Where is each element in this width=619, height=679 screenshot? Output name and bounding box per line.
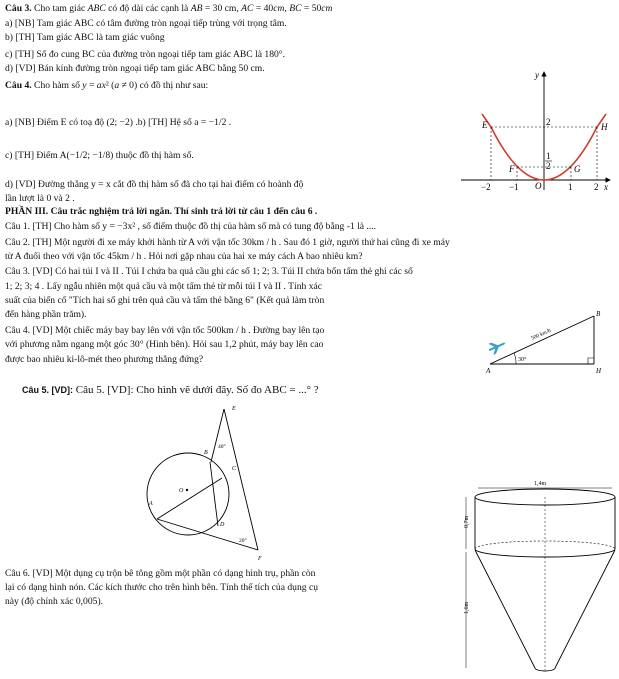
- p2-question: Câu 2. [TH] Một người đi xe máy khởi hành từ A với vận tốc 30km / h . Sau đó 1 giờ, người thứ hai cũng đi xe máy: [5, 237, 450, 248]
- width-label: 1,4m: [534, 481, 547, 487]
- q3-stem: Câu 3. Cho tam giác ABC có độ dài các cạnh là AB = 30 cm, AC = 40cm, BC = 50cm: [5, 3, 333, 14]
- label-O: O: [179, 488, 184, 494]
- q4-statement-d: d) [VD] Đường thẳng y = x cắt đồ thị hàm số đã cho tại hai điểm có hoành độ: [5, 179, 304, 190]
- q4-statement-a: a) [NB] Điểm E có toạ độ (2; −2) .b) [TH] Hệ số a = −1/2 .: [5, 117, 232, 128]
- p2-question-cont: từ A đuổi theo với vận tốc 45km / h . Hỏi nơi gặp nhau của hai xe máy cách A bao nhiêu km?: [5, 251, 363, 262]
- q4-statement-c: c) [TH] Điểm A(−1/2; −1/8) thuộc đồ thị hàm số.: [5, 150, 194, 161]
- label-B: B: [596, 310, 601, 318]
- tick-x-neg1: −1: [509, 182, 519, 192]
- plane-icon: [487, 337, 508, 355]
- label-C: C: [232, 466, 237, 472]
- p3-question: Câu 3. [VD] Có hai túi I và II . Túi I chứa ba quả cầu ghi các số 1; 2; 3. Túi II chứa bốn tấm thẻ ghi các số: [5, 266, 413, 277]
- angle-top: 40°: [218, 444, 226, 450]
- p4-question: Câu 4. [VD] Một chiếc máy bay bay lên với vận tốc 500km / h . Đường bay lên tạo: [5, 325, 325, 336]
- angle-bottom: 20°: [239, 538, 247, 544]
- flight-path: [490, 316, 594, 364]
- q4-statement-d-cont: lần lượt là 0 và 2 .: [5, 193, 75, 204]
- p1-question: Câu 1. [TH] Cho hàm số y = −3x² , số điểm thuộc đồ thị của hàm số mà có tung độ bằng -1 là ....: [5, 221, 377, 232]
- speed-label: 500 km/h: [530, 327, 552, 342]
- part3-heading: PHẦN III. Câu trắc nghiệm trả lời ngắn. Thí sinh trả lời từ câu 1 đến câu 6 .: [5, 206, 318, 217]
- center-O: [186, 489, 188, 491]
- label-y: y: [535, 70, 539, 80]
- p4-question-cont2: được bao nhiêu ki-lô-mét theo phương thẳng đứng?: [5, 354, 204, 365]
- label-F: F: [258, 556, 262, 562]
- label-A: A: [149, 501, 153, 507]
- tick-y-half-den: 2: [546, 161, 551, 171]
- cone-figure: [464, 480, 618, 679]
- tick-y-2: 2: [546, 117, 551, 127]
- tick-x-neg2: −2: [481, 182, 491, 192]
- parabola-graph: [455, 68, 615, 193]
- label-O: O: [535, 181, 542, 191]
- plane-figure: [482, 310, 614, 376]
- tick-x-1: 1: [568, 182, 573, 192]
- circle-figure: [140, 398, 260, 560]
- angle-label: 30°: [518, 357, 527, 363]
- p3-question-cont1: 1; 2; 3; 4 . Lấy ngẫu nhiên một quả cầu và một tấm thẻ từ mỗi túi I và II . Tính xác: [5, 281, 323, 292]
- p5-question: Câu 5. [VD]: Câu 5. [VD]: Cho hình vẽ dưới đây. Số đo ABC = ...° ?: [22, 384, 319, 396]
- label-G: G: [574, 164, 581, 174]
- p3-question-cont2: suất của biến cố "Tích hai số ghi trên quả cầu và tấm thẻ bằng 6" (Kết quả làm tròn: [5, 295, 325, 306]
- label-A: A: [486, 367, 491, 375]
- cone-height-label: 1,6m: [464, 601, 470, 614]
- label-E: E: [482, 120, 488, 130]
- label-B: B: [204, 450, 208, 456]
- label-D: D: [220, 522, 225, 528]
- cyl-height-label: 0,7m: [464, 515, 470, 528]
- cone-left: [475, 550, 535, 668]
- circle: [147, 453, 229, 535]
- q3-statement-b: b) [TH] Tam giác ABC là tam giác vuông: [5, 32, 165, 43]
- cone-right: [555, 550, 615, 668]
- p6-question-cont1: lại có dạng hình nón. Các kích thước cho trên hình bên. Tính thể tích của dụng cụ: [5, 582, 319, 593]
- q3-statement-a: a) [NB] Tam giác ABC có tâm đường tròn ngoại tiếp trùng với trọng tâm.: [5, 18, 287, 29]
- label-F: F: [509, 164, 515, 174]
- p6-question: Câu 6. [VD] Một dụng cụ trộn bê tông gồm một phần có dạng hình trụ, phần còn: [5, 568, 316, 579]
- label-x: x: [604, 182, 608, 192]
- q4-stem: Câu 4. Cho hàm số y = ax² (a ≠ 0) có đồ thị như sau:: [5, 80, 209, 91]
- q3-statement-d: d) [VD] Bán kính đường tròn ngoại tiếp tam giác ABC bằng 50 cm.: [5, 63, 265, 74]
- tick-x-2: 2: [594, 182, 599, 192]
- tick-y-half-num: 1: [546, 151, 551, 161]
- p4-question-cont1: với phương nằm ngang một góc 30° (Hình bên). Hỏi sau 1,2 phút, máy bay lên cao: [5, 339, 324, 350]
- q3-statement-c: c) [TH] Số đo cung BC của đường tròn ngoại tiếp tam giác ABC là 180°.: [5, 49, 286, 60]
- label-E: E: [232, 406, 236, 412]
- label-H: H: [596, 367, 602, 375]
- label-H: H: [601, 122, 608, 132]
- p6-question-cont2: này (độ chính xác 0,005).: [5, 596, 104, 607]
- p3-question-cont3: đến hàng phần trăm).: [5, 309, 87, 320]
